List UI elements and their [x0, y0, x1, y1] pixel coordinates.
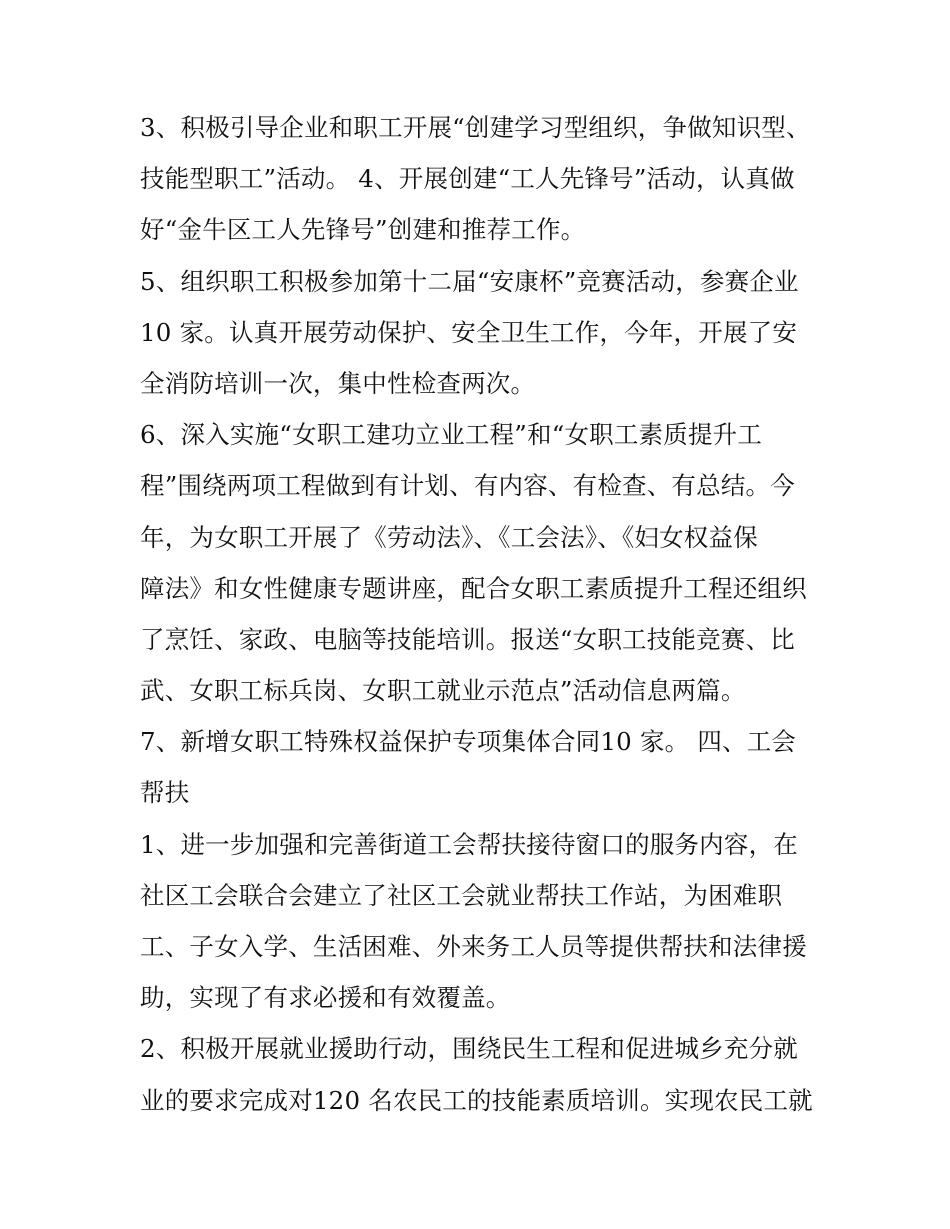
text-line: 武、女职工标兵岗、女职工就业示范点”活动信息两篇。: [140, 676, 746, 706]
text-line: 障法》和女性健康专题讲座，配合女职工素质提升工程还组织: [140, 573, 807, 603]
text-line: 1、进一步加强和完善街道工会帮扶接待窗口的服务内容，在: [140, 829, 798, 859]
text-line: 7、新增女职工特殊权益保护专项集体合同10 家。 四、工会: [140, 727, 797, 757]
text-line: 程”围绕两项工程做到有计划、有内容、有检查、有总结。今: [140, 471, 795, 501]
text-line: 助，实现了有求必援和有效覆盖。: [140, 983, 511, 1013]
text-line: 2、积极开展就业援助行动，围绕民生工程和促进城乡充分就: [140, 1034, 798, 1064]
text-line: 全消防培训一次，集中性检查两次。: [140, 368, 536, 398]
document-body: [140, 102, 820, 1126]
text-line: 工、子女入学、生活困难、外来务工人员等提供帮扶和法律援: [140, 932, 807, 961]
text-line: 6、深入实施“女职工建功立业工程”和“女职工素质提升工: [140, 420, 763, 450]
text-line: 好“金牛区工人先锋号”创建和推荐工作。: [140, 215, 586, 245]
text-line: 业的要求完成对120 名农民工的技能素质培训。实现农民工就: [140, 1085, 813, 1115]
text-line: 年，为女职工开展了《劳动法》、《工会法》、《妇女权益保: [140, 522, 758, 552]
text-line: 5、组织职工积极参加第十二届“安康杯”竞赛活动，参赛企业: [140, 266, 799, 296]
text-line: 技能型职工”活动。 4、开展创建“工人先锋号”活动，认真做: [140, 164, 795, 194]
text-line: 社区工会联合会建立了社区工会就业帮扶工作站，为困难职: [140, 880, 783, 910]
text-line: 帮扶: [140, 778, 190, 808]
text-line: 10 家。认真开展劳动保护、安全卫生工作，今年，开展了安: [140, 317, 798, 347]
text-line: 3、积极引导企业和职工开展“创建学习型组织，争做知识型、: [140, 113, 811, 142]
text-line: 了烹饪、家政、电脑等技能培训。报送“女职工技能竞赛、比: [140, 624, 795, 654]
